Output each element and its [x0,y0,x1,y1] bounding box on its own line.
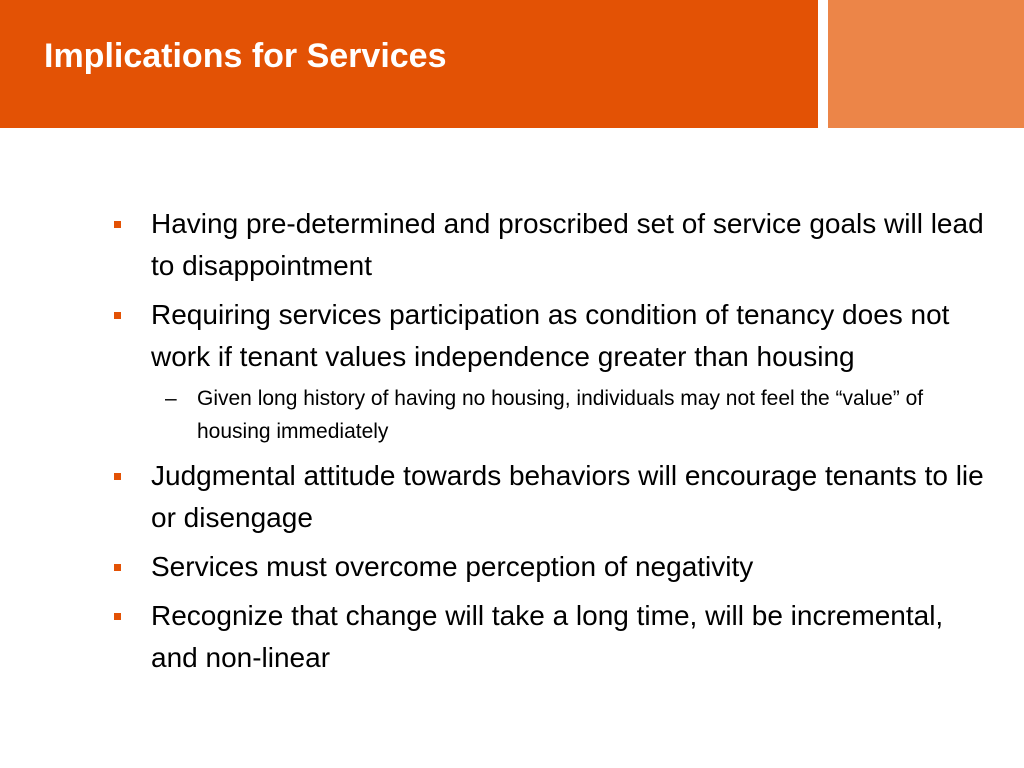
slide-title: Implications for Services [44,37,447,75]
bullet-text: Having pre-determined and proscribed set of service goals will lead to disappointment [151,208,984,281]
bullet-list [114,203,984,686]
bullet-text: Requiring services participation as condition of tenancy does not work if tenant values independence greater than housing [151,299,950,372]
header-accent-block [828,0,1024,128]
sub-bullet-item [151,382,984,448]
bullet-text: Services must overcome perception of negativity [151,551,754,582]
square-bullet-icon [114,564,121,571]
bullet-item [114,294,984,448]
bullet-item [114,455,984,539]
title-bar [0,0,818,128]
bullet-text: Judgmental attitude towards behaviors will encourage tenants to lie or disengage [151,460,984,533]
square-bullet-icon [114,613,121,620]
bullet-item [114,595,984,679]
sub-bullet-text: Given long history of having no housing, individuals may not feel the “value” of housing immediately [197,387,924,443]
dash-marker: – [165,387,177,410]
bullet-text: Recognize that change will take a long time, will be incremental, and non-linear [151,600,944,673]
sub-bullet-list [151,382,984,448]
bullet-item [114,546,984,588]
bullet-item [114,203,984,287]
square-bullet-icon [114,473,121,480]
square-bullet-icon [114,312,121,319]
square-bullet-icon [114,221,121,228]
